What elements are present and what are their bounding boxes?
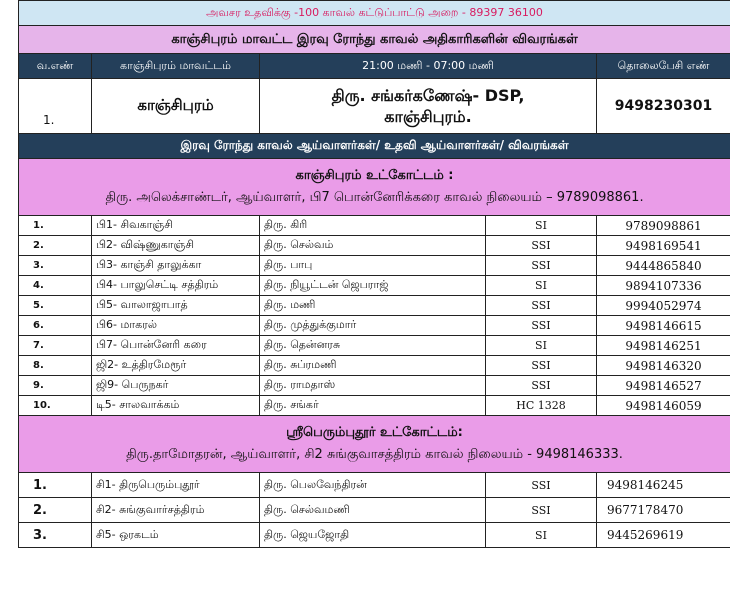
row-number: 1. [19, 216, 92, 236]
page-title: காஞ்சிபுரம் மாவட்ட இரவு ரோந்து காவல் அதிகாரிகளின் விவரங்கள் [19, 26, 730, 54]
station-name: பி3- காஞ்சி தாலுக்கா [92, 256, 260, 276]
station-name: பி4- பாலுசெட்டி சத்திரம் [92, 276, 260, 296]
row-number: 3. [19, 256, 92, 276]
row-number: 4. [19, 276, 92, 296]
row-number: 8. [19, 356, 92, 376]
officer-phone: 9444865840 [597, 256, 730, 276]
officer-name: திரு. நியூட்டன் ஜெபராஜ் [260, 276, 486, 296]
officer-rank: SI [486, 523, 597, 548]
table-row [19, 316, 730, 336]
station-name: பி5- வாலாஜாபாத் [92, 296, 260, 316]
night-patrol-table [18, 0, 730, 548]
officer-name: திரு. செல்வம் [260, 236, 486, 256]
officer-phone: 9498146245 [597, 473, 730, 498]
subdivision-header [19, 416, 730, 473]
subdivision-inspector: திரு. அலெக்சாண்டர், ஆய்வாளர், பி7 பொன்னேரிக்கரை காவல் நிலையம் – 9789098861. [105, 190, 644, 205]
officer-name: திரு. முத்துக்குமார் [260, 316, 486, 336]
officer-rank: SSI [486, 256, 597, 276]
officer-name: திரு. ராமதாஸ் [260, 376, 486, 396]
subdivision-inspector: திரு.தாமோதரன், ஆய்வாளர், சி2 சுங்குவாசத்திரம் காவல் நிலையம் - 9498146333. [126, 447, 623, 462]
officer-rank: SSI [486, 356, 597, 376]
helpline-text: அவசர உதவிக்கு -100 காவல் கட்டுப்பாட்டு அறை - 89397 36100 [19, 1, 730, 26]
officer-name: திரு. மணி [260, 296, 486, 316]
dsp-phone: 9498230301 [597, 79, 730, 134]
table-row [19, 216, 730, 236]
table-row [19, 498, 730, 523]
table-row [19, 236, 730, 256]
row-number: 2. [19, 498, 92, 523]
helpline-row [19, 1, 730, 26]
dsp-name-line2: காஞ்சிபுரம். [384, 107, 472, 126]
station-name: சி5- ஒரகடம் [92, 523, 260, 548]
dsp-row [19, 79, 730, 134]
header-time: 21:00 மணி - 07:00 மணி [260, 54, 597, 79]
officer-name: திரு. கிரி [260, 216, 486, 236]
officer-rank: SSI [486, 236, 597, 256]
officer-rank: SI [486, 336, 597, 356]
officer-phone: 9445269619 [597, 523, 730, 548]
officer-phone: 9498146320 [597, 356, 730, 376]
officer-name: திரு. சுப்ரமணி [260, 356, 486, 376]
officer-rank: SSI [486, 296, 597, 316]
station-name: டி5- சாலவாக்கம் [92, 396, 260, 416]
station-name: பி1- சிவகாஞ்சி [92, 216, 260, 236]
station-name: பி6- மாகரல் [92, 316, 260, 336]
officer-rank: SSI [486, 316, 597, 336]
officer-rank: SSI [486, 498, 597, 523]
officer-phone: 9894107336 [597, 276, 730, 296]
officer-phone: 9994052974 [597, 296, 730, 316]
subdivision-title: காஞ்சிபுரம் உட்கோட்டம் : [295, 168, 454, 183]
title-row [19, 26, 730, 54]
officer-phone: 9789098861 [597, 216, 730, 236]
dsp-name-line1: திரு. சங்கர்கணேஷ்- DSP, [331, 86, 525, 105]
officer-phone: 9677178470 [597, 498, 730, 523]
station-name: ஜி9- பெருநகர் [92, 376, 260, 396]
station-name: பி7- பொன்னேரி கரை [92, 336, 260, 356]
station-name: ஜி2- உத்திரமேரூர் [92, 356, 260, 376]
subdivision-header [19, 159, 730, 216]
officer-phone: 9498146251 [597, 336, 730, 356]
table-row [19, 473, 730, 498]
row-number: 7. [19, 336, 92, 356]
row-number: 6. [19, 316, 92, 336]
officers-band [19, 134, 730, 159]
row-number: 3. [19, 523, 92, 548]
officer-name: திரு. பெலவேந்திரன் [260, 473, 486, 498]
header-row [19, 54, 730, 79]
row-number: 2. [19, 236, 92, 256]
header-phone: தொலைபேசி எண் [597, 54, 730, 79]
table-row [19, 356, 730, 376]
dsp-area: காஞ்சிபுரம் [92, 79, 260, 134]
table-row [19, 256, 730, 276]
subdivision-title: ஸ்ரீபெரும்புதூர் உட்கோட்டம்: [286, 425, 463, 440]
dsp-sno: 1. [19, 79, 92, 134]
officer-name: திரு. செல்வமணி [260, 498, 486, 523]
table-row [19, 376, 730, 396]
officer-name: திரு. பாபு [260, 256, 486, 276]
row-number: 9. [19, 376, 92, 396]
row-number: 5. [19, 296, 92, 316]
officer-phone: 9498146615 [597, 316, 730, 336]
header-sno: வ.எண் [19, 54, 92, 79]
officers-band-text: இரவு ரோந்து காவல் ஆய்வாளர்கள்/ உதவி ஆய்வாளர்கள்/ விவரங்கள் [19, 134, 730, 159]
station-name: சி2- சுங்குவார்சத்திரம் [92, 498, 260, 523]
officer-name: திரு. சங்கர் [260, 396, 486, 416]
table-row [19, 276, 730, 296]
officer-phone: 9498146527 [597, 376, 730, 396]
officer-name: திரு. ஜெயஜோதி [260, 523, 486, 548]
officer-name: திரு. தென்னரசு [260, 336, 486, 356]
table-row [19, 296, 730, 316]
table-row [19, 396, 730, 416]
officer-rank: SI [486, 276, 597, 296]
dsp-name [260, 79, 597, 134]
row-number: 10. [19, 396, 92, 416]
row-number: 1. [19, 473, 92, 498]
station-name: பி2- விஷ்ணுகாஞ்சி [92, 236, 260, 256]
officer-rank: HC 1328 [486, 396, 597, 416]
station-name: சி1- திருபெரும்புதூர் [92, 473, 260, 498]
officer-rank: SSI [486, 473, 597, 498]
officer-phone: 9498169541 [597, 236, 730, 256]
officer-rank: SI [486, 216, 597, 236]
officer-rank: SSI [486, 376, 597, 396]
table-row [19, 336, 730, 356]
header-district: காஞ்சிபுரம் மாவட்டம் [92, 54, 260, 79]
officer-phone: 9498146059 [597, 396, 730, 416]
table-row [19, 523, 730, 548]
